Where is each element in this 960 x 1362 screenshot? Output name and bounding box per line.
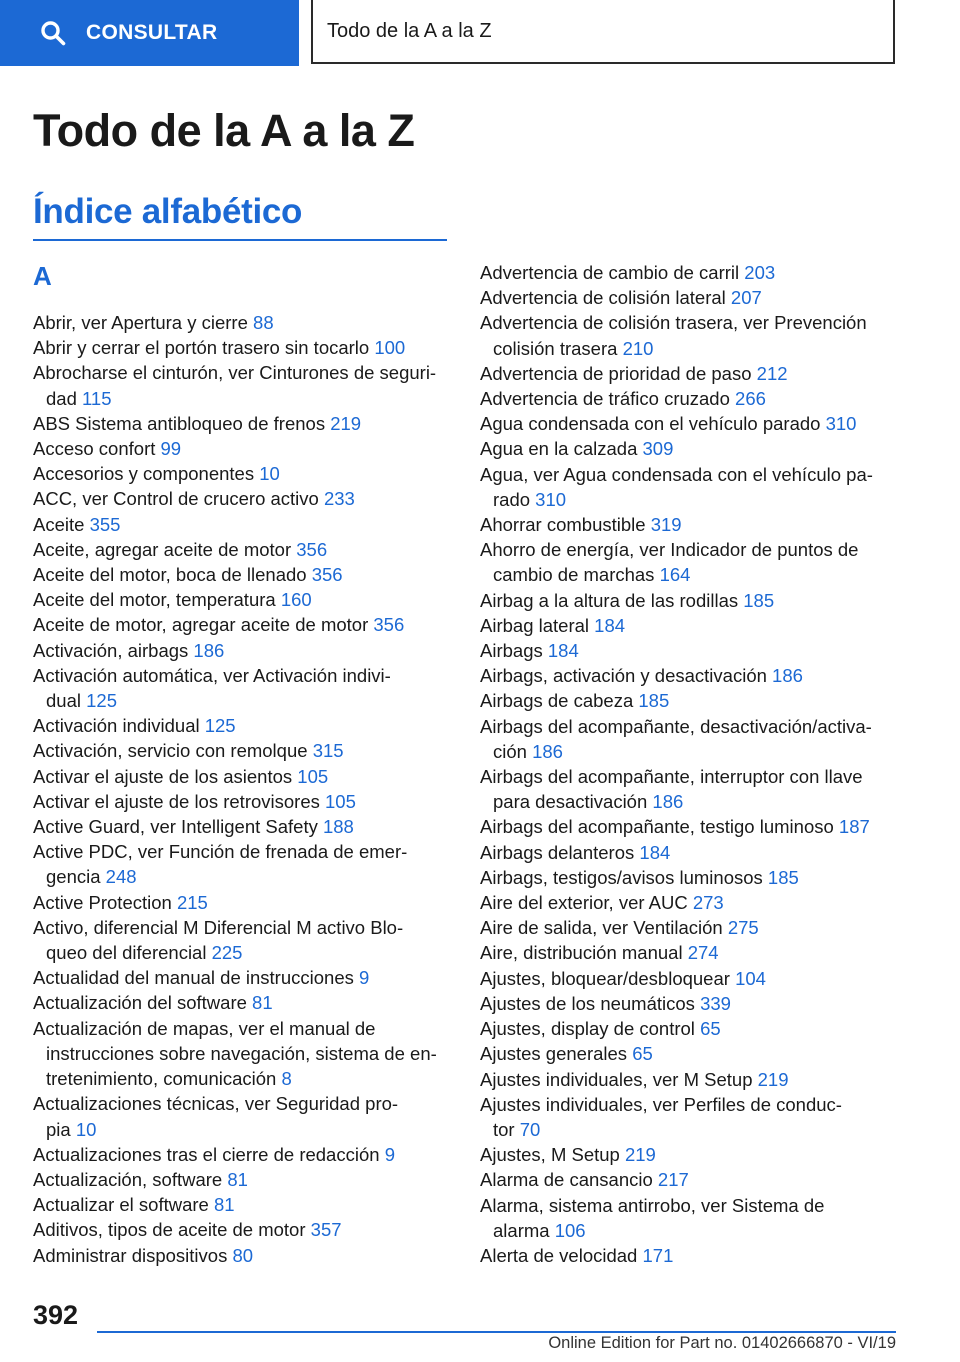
index-entry	[480, 1167, 900, 1192]
index-entry-text: Active Guard, ver Intelligent Safety	[33, 816, 318, 838]
index-entry	[33, 1142, 463, 1167]
index-entry-text: ACC, ver Control de crucero activo	[33, 488, 319, 510]
page-reference-link[interactable]: 184	[547, 640, 579, 662]
page-reference-link[interactable]: 339	[700, 992, 731, 1014]
page-reference-link[interactable]: 217	[657, 1169, 689, 1191]
index-entry-text: Ajustes, bloquear/desbloquear	[480, 967, 730, 989]
index-entry-text: Aire, distribución manual	[480, 942, 683, 964]
index-entry-text: Aceite del motor, boca de llenado	[33, 564, 307, 586]
index-entry-text: dad	[46, 387, 77, 409]
index-entry-text: dual	[46, 690, 81, 712]
index-entry	[33, 411, 463, 436]
index-entry-text: Actualización de mapas, ver el manual de	[33, 1017, 376, 1039]
index-entry-text: Airbags delanteros	[480, 841, 635, 863]
page-reference-link[interactable]: 215	[176, 891, 208, 913]
index-entry	[480, 462, 900, 512]
index-entry-text: Alarma de cansancio	[480, 1169, 653, 1191]
page-reference-link[interactable]: 210	[622, 337, 654, 359]
page-reference-link[interactable]: 65	[632, 1043, 653, 1065]
page-reference-link[interactable]: 125	[86, 690, 117, 712]
index-entry	[480, 260, 900, 285]
page-reference-link[interactable]: 10	[75, 1118, 97, 1140]
index-entry	[33, 1192, 463, 1217]
index-entry-text: Acceso confort	[33, 438, 156, 460]
index-entry	[33, 965, 463, 990]
page-reference-link[interactable]: 186	[772, 665, 803, 687]
breadcrumb[interactable]: Todo de la A a la Z	[311, 0, 895, 64]
index-entry	[33, 436, 463, 461]
index-entry-text: Accesorios y componentes	[33, 463, 255, 485]
index-entry-text: Activo, diferencial M Diferencial M activo Blo-	[33, 916, 404, 938]
index-entry-text: Alerta de velocidad	[480, 1244, 638, 1266]
index-entry	[480, 688, 900, 713]
index-entry	[480, 537, 900, 587]
index-entry	[33, 839, 463, 889]
index-entry	[480, 613, 900, 638]
page-reference-link[interactable]: 184	[639, 841, 671, 863]
section-title: Índice alfabético	[33, 192, 303, 231]
page-reference-link[interactable]: 125	[204, 715, 236, 737]
page-reference-link[interactable]: 10	[259, 463, 280, 485]
index-entry-text: Ahorrar combustible	[480, 514, 646, 536]
index-entry-text: Airbags	[480, 640, 543, 662]
page-reference-link[interactable]: 88	[253, 312, 274, 333]
index-entry-text: Ajustes de los neumáticos	[480, 992, 695, 1014]
index-entry-text: tretenimiento, comunicación	[46, 1068, 277, 1090]
page-reference-link[interactable]: 356	[296, 538, 328, 560]
page-reference-link[interactable]: 274	[687, 942, 719, 964]
page-reference-link[interactable]: 273	[692, 892, 724, 914]
index-entry-text: Abrir, ver Apertura y cierre	[33, 312, 248, 333]
page-reference-link[interactable]: 186	[193, 639, 225, 661]
index-entry-text: Aire del exterior, ver AUC	[480, 892, 688, 914]
footer-divider	[97, 1331, 896, 1333]
index-entry	[480, 1092, 900, 1142]
index-entry	[33, 612, 463, 637]
page-reference-link[interactable]: 248	[105, 866, 137, 888]
page-reference-link[interactable]: 105	[325, 790, 356, 812]
index-entry	[480, 890, 900, 915]
index-entry-text: Actualizaciones tras el cierre de redacción	[33, 1143, 380, 1165]
page-reference-link[interactable]: 357	[310, 1219, 342, 1241]
index-entry-text: Airbags de cabeza	[480, 690, 634, 712]
index-entry-text: Actualizaciones técnicas, ver Seguridad pro-	[33, 1093, 399, 1115]
index-entry	[480, 966, 900, 991]
index-entry-text: instrucciones sobre navegación, sistema de en-	[46, 1042, 437, 1064]
index-entry	[480, 940, 900, 965]
index-entry	[480, 764, 900, 814]
page-reference-link[interactable]: 106	[554, 1219, 586, 1241]
index-entry-text: Activación, servicio con remolque	[33, 740, 308, 762]
page-reference-link[interactable]: 185	[743, 589, 775, 611]
index-entry	[480, 1193, 900, 1243]
index-entry	[480, 1067, 900, 1092]
page-reference-link[interactable]: 310	[535, 488, 567, 510]
index-entry-text: cambio de marchas	[493, 564, 655, 586]
index-entry-text: Actualizar el software	[33, 1194, 209, 1216]
page-reference-link[interactable]: 185	[767, 866, 799, 888]
index-entry-text: Active PDC, ver Función de frenada de emer-	[33, 841, 408, 863]
page-reference-link[interactable]: 81	[252, 992, 273, 1014]
index-entry-text: colisión trasera	[493, 337, 618, 359]
index-entry	[480, 915, 900, 940]
page-reference-link[interactable]: 100	[374, 337, 406, 359]
page-reference-link[interactable]: 203	[744, 262, 776, 283]
page-reference-link[interactable]: 356	[373, 614, 405, 636]
index-entry-text: Aceite	[33, 513, 85, 535]
consult-button[interactable]	[0, 0, 299, 66]
index-entry-text: alarma	[493, 1219, 550, 1241]
index-entry	[33, 663, 463, 713]
index-list-right	[480, 260, 900, 1268]
index-entry-text: Actualidad del manual de instrucciones	[33, 967, 354, 989]
index-entry	[480, 814, 900, 839]
page-reference-link[interactable]: 207	[730, 287, 762, 309]
page-reference-link[interactable]: 81	[213, 1194, 235, 1216]
index-entry-text: Advertencia de colisión lateral	[480, 287, 726, 309]
index-entry	[33, 1217, 463, 1242]
page-reference-link[interactable]: 171	[642, 1244, 674, 1266]
page-reference-link[interactable]: 81	[227, 1168, 248, 1190]
index-entry	[480, 1243, 900, 1268]
page-reference-link[interactable]: 104	[735, 967, 766, 989]
page-reference-link[interactable]: 219	[757, 1068, 789, 1090]
page-reference-link[interactable]: 80	[232, 1244, 254, 1266]
index-entry	[33, 587, 463, 612]
index-entry-text: Aceite de motor, agregar aceite de motor	[33, 614, 369, 636]
index-entry	[33, 890, 463, 915]
index-entry	[33, 562, 463, 587]
page-reference-link[interactable]: 315	[312, 740, 344, 762]
page-reference-link[interactable]: 99	[160, 438, 182, 460]
index-entry-text: Airbags del acompañante, interruptor con llave	[480, 766, 863, 788]
page-reference-link[interactable]: 164	[659, 564, 691, 586]
section-divider	[33, 239, 447, 241]
index-entry-text: Abrocharse el cinturón, ver Cinturones de seguri-	[33, 362, 437, 384]
index-entry	[33, 1167, 463, 1192]
index-entry-text: ción	[493, 740, 527, 762]
index-entry	[33, 335, 463, 360]
index-entry	[480, 714, 900, 764]
index-entry	[480, 411, 900, 436]
page-reference-link[interactable]: 184	[594, 614, 626, 636]
index-entry-text: Airbags, testigos/avisos luminosos	[480, 866, 763, 888]
page-reference-link[interactable]: 310	[825, 413, 857, 435]
page-reference-link[interactable]: 9	[359, 967, 370, 989]
index-entry	[480, 865, 900, 890]
page-reference-link[interactable]: 355	[89, 513, 121, 535]
index-entry	[480, 310, 900, 360]
index-entry	[33, 1243, 463, 1268]
index-letter-heading: A	[33, 261, 52, 291]
page-reference-link[interactable]: 187	[838, 816, 870, 838]
page-reference-link[interactable]: 219	[330, 412, 362, 434]
index-entry-text: Agua, ver Agua condensada con el vehículo pa-	[480, 463, 873, 485]
index-entry	[33, 990, 463, 1015]
index-entry-text: Aditivos, tipos de aceite de motor	[33, 1219, 306, 1241]
index-entry-text: Ahorro de energía, ver Indicador de puntos de	[480, 539, 859, 561]
page-number: 392	[33, 1300, 79, 1330]
index-entry-text: Ajustes individuales, ver M Setup	[480, 1068, 753, 1090]
index-entry-text: Activación, airbags	[33, 639, 189, 661]
index-entry	[33, 764, 463, 789]
page-reference-link[interactable]: 219	[624, 1144, 656, 1166]
index-entry	[33, 1091, 463, 1141]
index-entry-text: pia	[46, 1118, 71, 1140]
index-entry-text: rado	[493, 488, 531, 510]
index-entry	[33, 360, 463, 410]
index-entry-text: Aceite del motor, temperatura	[33, 589, 276, 611]
index-entry-text: Advertencia de colisión trasera, ver Prevención	[480, 312, 867, 334]
page-reference-link[interactable]: 8	[281, 1068, 292, 1090]
page-reference-link[interactable]: 309	[642, 438, 674, 460]
index-entry	[33, 512, 463, 537]
page-reference-link[interactable]: 9	[384, 1143, 395, 1165]
index-entry	[480, 361, 900, 386]
index-entry	[480, 840, 900, 865]
index-entry	[33, 789, 463, 814]
index-entry	[33, 738, 463, 763]
page-reference-link[interactable]: 70	[519, 1118, 541, 1140]
index-entry-text: Aceite, agregar aceite de motor	[33, 538, 292, 560]
index-entry	[33, 461, 463, 486]
index-entry-text: tor	[493, 1118, 515, 1140]
index-entry-text: Ajustes, display de control	[480, 1018, 695, 1040]
page-title: Todo de la A a la Z	[33, 105, 415, 156]
index-entry-text: Advertencia de tráfico cruzado	[480, 388, 730, 410]
index-entry	[480, 285, 900, 310]
index-entry	[480, 512, 900, 537]
page-reference-link[interactable]: 186	[532, 740, 563, 762]
index-entry	[33, 713, 463, 738]
index-entry-text: para desactivación	[493, 791, 648, 813]
page-reference-link[interactable]: 266	[735, 388, 766, 410]
index-entry-text: Airbags, activación y desactivación	[480, 665, 767, 687]
index-entry-text: Airbag a la altura de las rodillas	[480, 589, 739, 611]
index-entry-text: Ajustes individuales, ver Perfiles de conduc-	[480, 1093, 842, 1115]
index-entry-text: Agua condensada con el vehículo parado	[480, 413, 821, 435]
page-reference-link[interactable]: 186	[652, 791, 684, 813]
index-entry-text: queo del diferencial	[46, 942, 207, 964]
page-reference-link[interactable]: 275	[727, 917, 759, 939]
index-entry	[33, 537, 463, 562]
index-entry-text: Agua en la calzada	[480, 438, 638, 460]
index-entry-text: Ajustes, M Setup	[480, 1144, 620, 1166]
index-list-left	[33, 310, 463, 1268]
index-entry-text: Administrar dispositivos	[33, 1244, 228, 1266]
index-entry	[480, 588, 900, 613]
page-reference-link[interactable]: 356	[311, 564, 343, 586]
search-icon	[40, 20, 66, 46]
index-column-left	[33, 259, 463, 1268]
index-entry	[33, 814, 463, 839]
index-entry-text: Alarma, sistema antirrobo, ver Sistema de	[480, 1194, 825, 1216]
index-column-right	[480, 259, 900, 1268]
index-entry-text: Activación automática, ver Activación indivi-	[33, 664, 391, 686]
index-entry	[480, 1041, 900, 1066]
consult-button-label: CONSULTAR	[86, 21, 218, 44]
index-entry-text: gencia	[46, 866, 101, 888]
index-entry	[480, 991, 900, 1016]
index-entry-text: Abrir y cerrar el portón trasero sin tocarlo	[33, 337, 370, 359]
index-entry-text: Activar el ajuste de los asientos	[33, 765, 293, 787]
page-reference-link[interactable]: 185	[638, 690, 670, 712]
index-entry-text: Aire de salida, ver Ventilación	[480, 917, 723, 939]
page-reference-link[interactable]: 115	[82, 387, 112, 409]
index-entry	[480, 1142, 900, 1167]
index-entry-text: Ajustes generales	[480, 1043, 628, 1065]
index-entry	[480, 638, 900, 663]
index-entry	[480, 663, 900, 688]
page-reference-link[interactable]: 160	[280, 589, 312, 611]
index-entry-text: Actualización del software	[33, 992, 247, 1014]
index-entry	[480, 1016, 900, 1041]
index-entry-text: Activar el ajuste de los retrovisores	[33, 790, 320, 812]
page-reference-link[interactable]: 212	[756, 362, 788, 384]
top-bar	[0, 0, 960, 66]
page-reference-link[interactable]: 225	[211, 942, 243, 964]
index-entry-text: Activación individual	[33, 715, 200, 737]
footer-edition-text: Online Edition for Part no. 01402666870 - VI/19	[548, 1334, 896, 1352]
index-entry-text: Airbag lateral	[480, 614, 590, 636]
page-reference-link[interactable]: 233	[323, 488, 355, 510]
index-entry	[480, 386, 900, 411]
index-entry	[33, 915, 463, 965]
index-entry	[33, 638, 463, 663]
index-entry	[480, 436, 900, 461]
index-entry-text: Airbags del acompañante, testigo luminoso	[480, 816, 834, 838]
page-reference-link[interactable]: 105	[297, 765, 329, 787]
index-entry	[33, 310, 463, 335]
index-entry	[33, 1016, 463, 1092]
index-entry-text: Advertencia de prioridad de paso	[480, 362, 752, 384]
index-entry-text: ABS Sistema antibloqueo de frenos	[33, 412, 326, 434]
index-entry	[33, 486, 463, 511]
index-entry-text: Actualización, software	[33, 1168, 223, 1190]
page-reference-link[interactable]: 65	[700, 1018, 721, 1040]
page-reference-link[interactable]: 319	[650, 514, 682, 536]
index-entry-text: Active Protection	[33, 891, 172, 913]
index-entry-text: Airbags del acompañante, desactivación/activa-	[480, 715, 872, 737]
index-entry-text: Advertencia de cambio de carril	[480, 262, 740, 283]
page-reference-link[interactable]: 188	[322, 816, 354, 838]
